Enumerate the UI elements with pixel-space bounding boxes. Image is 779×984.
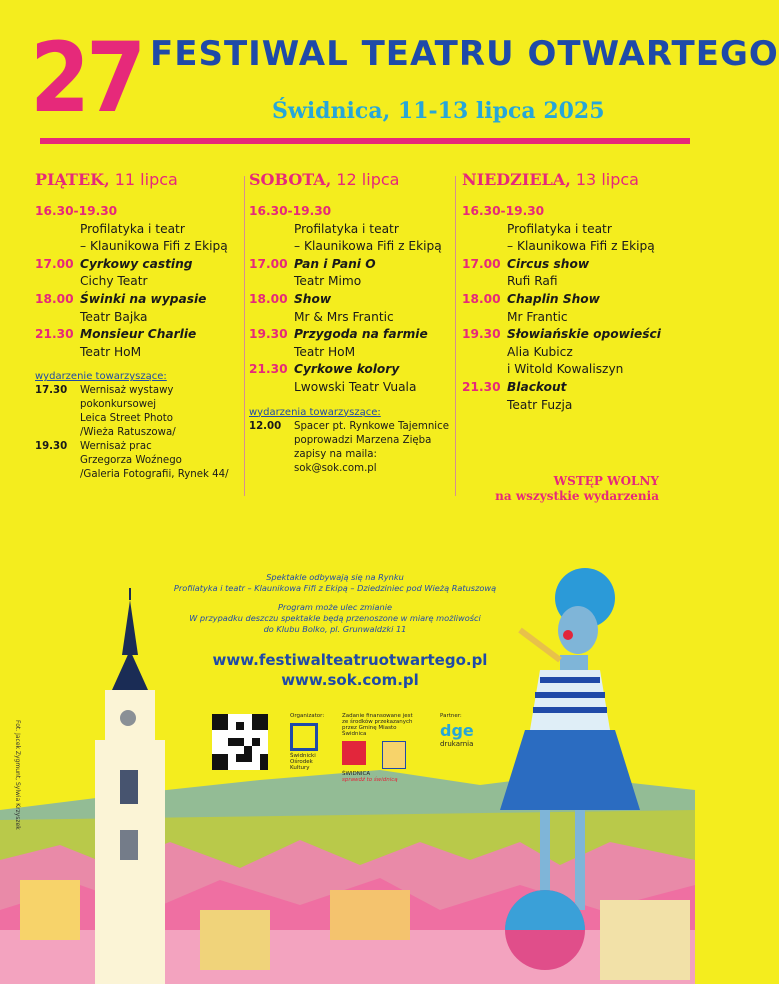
side-event-text: Grzegorza Woźnego: [80, 455, 182, 467]
note-line: do Klubu Bolko, pl. Grunwaldzki 11: [263, 624, 407, 634]
event-time: 19.30: [249, 327, 288, 342]
side-event-item: [35, 440, 245, 454]
event-title: Chaplin Show: [507, 291, 600, 306]
event-performer: – Klaunikowa Fifi z Ekipą: [294, 239, 442, 254]
event-title: Słowiańskie opowieści: [507, 327, 661, 342]
side-event-text: sok@sok.com.pl: [294, 462, 377, 474]
event-performer: Mr Frantic: [507, 309, 568, 324]
city-logo-icon: [342, 741, 366, 765]
side-events-title: wydarzenie towarzyszące:: [35, 371, 167, 383]
side-event-line: [249, 462, 459, 476]
side-event-item: [35, 384, 245, 398]
event-time: [462, 344, 507, 362]
event-item: [249, 203, 459, 221]
event-performer: – Klaunikowa Fifi z Ekipą: [507, 239, 655, 254]
event-time: 17.00: [249, 256, 288, 271]
side-event-time: [249, 462, 294, 476]
organizer-name: Świdnicki Ośrodek Kultury: [290, 753, 316, 771]
side-event-time: [35, 468, 80, 482]
event-time: [35, 273, 80, 291]
city-crest-icon: [382, 741, 406, 769]
side-event-time: 12.00: [249, 420, 282, 432]
event-performer: Lwowski Teatr Vuala: [294, 379, 417, 394]
event-time: 17.00: [35, 256, 74, 271]
side-events: [249, 407, 459, 476]
partner-logo: [440, 713, 490, 748]
side-event-line: [249, 448, 459, 462]
event-item: [462, 291, 672, 309]
event-title: Świnki na wypasie: [80, 291, 207, 306]
side-events: [35, 371, 245, 482]
side-event-text: zapisy na maila:: [294, 448, 377, 460]
column-divider: [244, 176, 245, 496]
side-event-line: [35, 454, 245, 468]
side-event-time: [35, 398, 80, 412]
day-name: SOBOTA,: [249, 170, 332, 189]
day-heading: [35, 170, 245, 189]
event-line: [462, 397, 672, 415]
event-time: [35, 344, 80, 362]
day-heading: [462, 170, 672, 189]
qr-code[interactable]: [212, 714, 268, 770]
event-performer: Cichy Teatr: [80, 274, 148, 289]
event-time: [249, 379, 294, 397]
side-event-line: [35, 412, 245, 426]
event-line: [462, 344, 672, 362]
event-performer: Teatr Mimo: [294, 274, 362, 289]
event-time: 18.00: [249, 291, 288, 306]
event-time: 19.30: [462, 327, 501, 342]
event-line: [249, 221, 459, 239]
event-line: [462, 221, 672, 239]
event-line: [35, 221, 245, 239]
note-line: Program może ulec zmianie: [277, 602, 393, 612]
partner-label: Partner:: [440, 713, 462, 719]
note-line: W przypadku deszczu spektakle będą przenoszone w miarę możliwości: [189, 613, 481, 623]
day-name: PIĄTEK,: [35, 170, 110, 189]
event-time: [249, 309, 294, 327]
event-time: [462, 361, 507, 379]
event-title: Blackout: [507, 379, 567, 394]
column-divider: [455, 176, 456, 496]
side-event-time: [249, 434, 294, 448]
event-item: [35, 291, 245, 309]
event-time: [462, 397, 507, 415]
side-event-text: pokonkursowej: [80, 399, 157, 411]
side-event-time: [249, 448, 294, 462]
event-line: [462, 361, 672, 379]
event-performer: Profilatyka i teatr: [507, 221, 612, 236]
city-name: ŚWIDNICA: [342, 771, 371, 777]
event-time: 18.00: [35, 291, 74, 306]
organizer-label: Organizator:: [290, 713, 325, 719]
event-line: [462, 238, 672, 256]
side-event-time: 17.30: [35, 385, 68, 397]
side-event-time: [35, 454, 80, 468]
event-line: [35, 344, 245, 362]
event-item: [35, 256, 245, 274]
side-event-time: [35, 412, 80, 426]
side-event-text: Wernisaż wystawy: [80, 385, 174, 397]
day-column-saturday: [249, 170, 459, 476]
free-entry-subtitle: na wszystkie wydarzenia: [495, 489, 659, 503]
event-item: [249, 256, 459, 274]
event-line: [462, 309, 672, 327]
event-line: [249, 273, 459, 291]
side-event-text: poprowadzi Marzena Zięba: [294, 434, 432, 446]
event-time: 16.30-19.30: [462, 204, 545, 218]
side-event-text: Spacer pt. Rynkowe Tajemnice: [294, 420, 449, 432]
event-item: [35, 203, 245, 221]
event-time: 18.00: [462, 291, 501, 306]
event-performer: Profilatyka i teatr: [294, 221, 399, 236]
event-item: [462, 256, 672, 274]
event-performer: Profilatyka i teatr: [80, 221, 185, 236]
festival-title: FESTIWAL TEATRU OTWARTEGO: [150, 34, 779, 74]
event-title: Show: [294, 291, 332, 306]
website-link[interactable]: www.festiwalteatruotwartego.pl: [212, 651, 488, 669]
city-tagline: sprawdź to świdnicą: [342, 777, 398, 783]
event-item: [462, 379, 672, 397]
photo-credit: Fot. Jacek Zygmunt, Sylwia Krzyszek: [14, 720, 21, 830]
event-line: [462, 273, 672, 291]
side-event-line: [35, 468, 245, 482]
event-line: [249, 379, 459, 397]
event-performer: Teatr HoM: [294, 344, 356, 359]
partner-name: dge: [440, 721, 474, 740]
edition-number: 27: [30, 22, 143, 134]
event-time: [249, 273, 294, 291]
event-line: [249, 238, 459, 256]
event-line: [249, 309, 459, 327]
event-time: 21.30: [462, 379, 501, 394]
event-time: [35, 309, 80, 327]
organizer-logo: [290, 713, 326, 771]
event-title: Circus show: [507, 256, 590, 271]
partner-sub: drukarnia: [440, 740, 474, 748]
event-time: [249, 344, 294, 362]
day-column-friday: [35, 170, 245, 482]
event-time: [462, 273, 507, 291]
event-item: [462, 203, 672, 221]
website-link[interactable]: www.sok.com.pl: [281, 671, 419, 689]
event-item: [462, 326, 672, 344]
side-event-line: [35, 398, 245, 412]
event-performer: – Klaunikowa Fifi z Ekipą: [80, 239, 228, 254]
event-time: 16.30-19.30: [249, 204, 332, 218]
festival-dates: Świdnica, 11-13 lipca 2025: [272, 98, 605, 124]
side-event-text: /Wieża Ratuszowa/: [80, 427, 176, 439]
event-title: Monsieur Charlie: [80, 327, 197, 342]
note-line: Spektakle odbywają się na Rynku: [266, 572, 404, 582]
event-line: [35, 309, 245, 327]
day-date: 13 lipca: [575, 170, 639, 189]
event-line: [35, 238, 245, 256]
side-event-line: [35, 426, 245, 440]
event-time: 16.30-19.30: [35, 204, 118, 218]
event-item: [249, 326, 459, 344]
side-event-text: Leica Street Photo: [80, 413, 173, 425]
event-title: Przygoda na farmie: [294, 327, 428, 342]
day-column-sunday: [462, 170, 672, 414]
side-event-item: [249, 420, 459, 434]
event-performer: Teatr HoM: [80, 344, 142, 359]
day-heading: [249, 170, 459, 189]
event-performer: Alia Kubicz: [507, 344, 573, 359]
event-performer: Teatr Bajka: [80, 309, 148, 324]
event-title: Pan i Pani O: [294, 256, 376, 271]
event-title: Cyrkowy casting: [80, 256, 193, 271]
event-line: [249, 344, 459, 362]
free-entry-title: WSTĘP WOLNY: [553, 474, 659, 488]
organizer-logo-icon: [290, 723, 318, 751]
event-title: Cyrkowe kolory: [294, 362, 400, 377]
event-time: 17.00: [462, 256, 501, 271]
side-event-text: /Galeria Fotografii, Rynek 44/: [80, 469, 229, 481]
day-date: 12 lipca: [336, 170, 400, 189]
day-name: NIEDZIELA,: [462, 170, 571, 189]
event-line: [35, 273, 245, 291]
event-time: 21.30: [249, 362, 288, 377]
side-event-time: [35, 426, 80, 440]
event-performer: Mr & Mrs Frantic: [294, 309, 394, 324]
note-line: Profilatyka i teatr – Klaunikowa Fifi z Ekipą – Dziedziniec pod Wieżą Ratuszową: [173, 583, 497, 593]
event-item: [249, 361, 459, 379]
side-event-text: Wernisaż prac: [80, 441, 152, 453]
event-item: [35, 326, 245, 344]
side-events-title: wydarzenia towarzyszące:: [249, 406, 381, 418]
day-date: 11 lipca: [114, 170, 178, 189]
free-entry-notice: [495, 474, 659, 504]
side-event-time: 19.30: [35, 441, 68, 453]
funding-label: Zadanie finansowane jest ze środków przekazanych przez Gminę Miasto Świdnica: [342, 713, 413, 737]
side-event-line: [249, 434, 459, 448]
event-time: 21.30: [35, 327, 74, 342]
event-item: [249, 291, 459, 309]
event-performer: i Witold Kowaliszyn: [507, 362, 624, 377]
event-performer: Teatr Fuzja: [507, 397, 573, 412]
header-divider: [40, 138, 690, 144]
event-performer: Rufi Rafi: [507, 274, 558, 289]
funding-logos: [342, 713, 420, 783]
event-time: [462, 309, 507, 327]
